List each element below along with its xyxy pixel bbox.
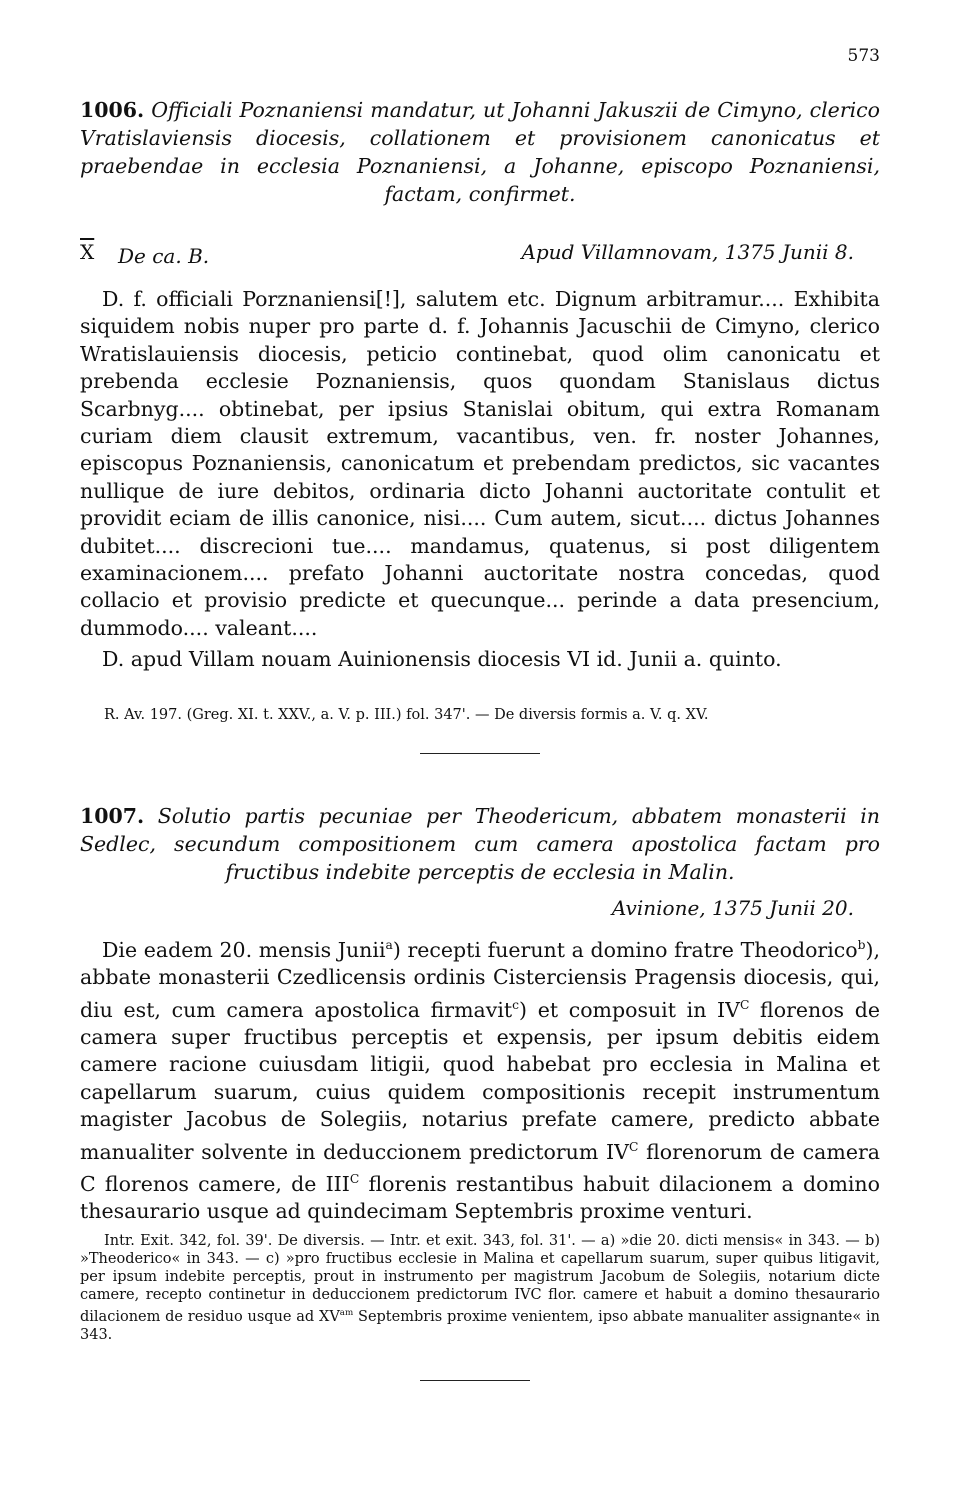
- register-mark: $\overline{X}$: [80, 240, 95, 264]
- regest-1007-heading: [80, 802, 880, 886]
- footnote-ref-b: b: [857, 938, 866, 952]
- document-page: [80, 0, 880, 1505]
- register-note: De ca. B.: [118, 244, 210, 268]
- regest-1006-date-place: Apud Villamnovam, 1375 Junii 8.: [521, 240, 854, 264]
- regest-1007-body: Die eadem 20. mensis Junii$^a$) recepti fuerunt a domino fratre Theodorico$^b$), abbate monasterii Czedlicensis ordinis Cisterciensis Pragensis diocesis, qui, diu est, cum camera apostolica firmavit$^c$) et composuit in $IV^C$ florenos de camera super fructibus perceptis et expensis, per ipsum debitis eidem camere racione cuiusdam litigii, quod habebat pro ecclesia in Malina et capellarum suarum, cuius quidem compositionis recepit instrumentum magister Jacobus de Solegiis, notarius prefate camere, predicto abbate manualiter solvente in deduccionem predictorum $IV^C$ florenorum de camera C florenos camere, de $III^C$ florenis restantibus habuit dilacionem a domino thesaurario usque ad quindecimam Septembris proxime venturi.: [80, 937, 880, 1223]
- separator-rule: [420, 753, 540, 754]
- regest-1007-number: 1007.: [80, 804, 145, 828]
- regest-1006-title: Officiali Poznaniensi mandatur, ut Johanni Jakuszii de Cimyno, clerico Vratislaviensis diocesis, collationem et provisionem canonicatus et praebendae in ecclesia Poznaniensi, a Johanne, episcopo Poznaniensi, factam, confirmet.: [80, 98, 880, 206]
- regest-1006-text: [80, 286, 880, 674]
- regest-1006-body: D. f. officiali Porznaniensi[!], salutem etc. Dignum arbitramur.... Exhibita siquidem nobis nuper pro parte d. f. Johannis Jacuschii de Cimyno, clerico Wratislauiensis diocesis, peticio continebat, quod olim canonicatu et prebenda ecclesie Poznaniensis, quos quondam Stanislaus dictus Scarbnyg.... obtinebat, per ipsius Stanislai obitum, qui extra Romanam curiam diem clausit extremum, vacantibus, ven. fr. noster Johannes, episcopus Poznaniensis, canonicatum et prebendam predictos, sic vacantes nullique de iure debitos, ordinaria dicto Johanni auctoritate contulit et providit eciam de illis canonice, nisi.... Cum autem, sicut.... dictus Johannes dubitet.... discrecioni tue.... mandamus, quatenus, si post diligentem examinacionem.... prefato Johanni auctoritate nostra concedas, quod collacio et provisio predicte et quecunque... perinde a data presencium, dummodo.... valeant....: [80, 287, 880, 640]
- page-number: 573: [847, 46, 880, 66]
- regest-1006-source: R. Av. 197. (Greg. XI. t. XXV., a. V. p. III.) fol. 347'. — De diversis formis a. V. q. XV.: [104, 707, 709, 723]
- regest-1006-meta: [80, 240, 880, 270]
- regest-1007-title: Solutio partis pecuniae per Theodericum, abbatem monasterii in Sedlec, secundum compositionem cum camera apostolica factam pro fructibus indebite perceptis de ecclesia in Malin.: [80, 804, 880, 884]
- footnote-ref-a: a: [385, 938, 393, 952]
- regest-1006-heading: [80, 96, 880, 208]
- regest-1007-date-place: Avinione, 1375 Junii 20.: [611, 896, 854, 920]
- end-rule: [420, 1380, 530, 1381]
- regest-1007-text: [80, 932, 880, 1225]
- footnote-ref-c: c: [512, 997, 520, 1012]
- regest-1006-number: 1006.: [80, 98, 145, 122]
- regest-1006-dating: D. apud Villam nouam Auinionensis diocesis VI id. Junii a. quinto.: [102, 647, 782, 672]
- regest-1007-footnotes: Intr. Exit. 342, fol. 39'. De diversis. — Intr. et exit. 343, fol. 31'. — a) »die 20. dicti mensis« in 343. — b) »Theoderico« in 343. — c) »pro fructibus ecclesie in Malina et capellarum suarum, super quibus litigavit, per ipsum indebite perceptis, prout in instrumento per magistrum Jacobum de Solegiis, notarium dicte camere, recepto continetur in deduccionem predictorum IVC flor. camere et habuit a domino thesaurario dilacionem de residuo usque ad $XV^{am}$ Septembris proxime venientem, ipso abbate manualiter assignante« in 343.: [80, 1233, 880, 1343]
- regest-1007-meta: [80, 896, 880, 926]
